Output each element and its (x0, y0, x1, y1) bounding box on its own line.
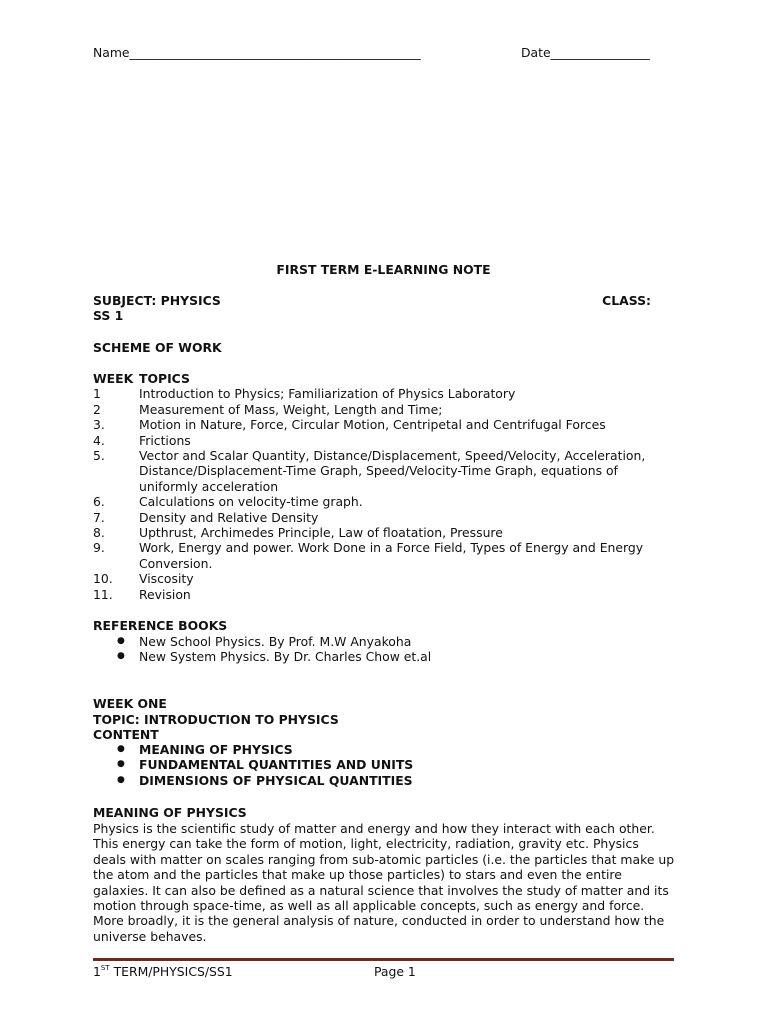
date-field[interactable]: Date________________ (521, 45, 650, 60)
topic-text: Viscosity (139, 571, 194, 587)
name-field[interactable]: Name_______________________________________________ (93, 45, 421, 60)
topic-text: Frictions (139, 432, 191, 448)
topic-week-number: 10. (93, 571, 113, 587)
topic-row (93, 571, 673, 586)
reference-item: ● New System Physics. By Dr. Charles Chow et.al (93, 649, 673, 664)
topic-week-number: 5. (93, 448, 105, 464)
meaning-paragraph: Physics is the scientific study of matter and energy and how they interact with each other. This energy can take the form of motion, light, electricity, radiation, gravity etc. Physics deals with matter on scales ranging from sub-atomic particles (i.e. the particles that make up the atom and the particles that make up those particles) to stars and even the entire galaxies. It can also be defined as a natural science that involves the study of matter and its motion through space-time, as well as all applicable concepts, such as energy and force. More broadly, it is the general analysis of nature, conducted in order to understand how the universe behaves. (93, 821, 675, 944)
header-line (93, 45, 683, 60)
topic-text: Vector and Scalar Quantity, Distance/Displacement, Speed/Velocity, Acceleration, Distance/Displacement-Time Graph, Speed/Velocity-Time Graph, equations of uniformly acceleration (139, 448, 646, 494)
topic-week-number: 8. (93, 525, 105, 541)
footer-term: 1ST TERM/PHYSICS/SS1 (93, 964, 233, 979)
topic-row (93, 402, 673, 417)
topic-week-number: 7. (93, 509, 105, 525)
subject-label: SUBJECT: PHYSICS (93, 293, 221, 308)
topic-text: Measurement of Mass, Weight, Length and Time; (139, 401, 443, 417)
class-value: SS 1 (93, 308, 124, 324)
topic-row (93, 510, 673, 525)
topic-week-number: 3. (93, 417, 105, 433)
week-column-header: WEEK (93, 371, 134, 386)
reference-list (93, 634, 673, 665)
topic-row (93, 494, 673, 509)
topic-text: Calculations on velocity-time graph. (139, 494, 363, 510)
scheme-heading: SCHEME OF WORK (93, 340, 222, 355)
footer-rule (93, 958, 674, 961)
topic-text: Motion in Nature, Force, Circular Motion, Centripetal and Centrifugal Forces (139, 417, 606, 433)
topic-row (93, 587, 673, 602)
class-label: CLASS: (602, 293, 651, 308)
reference-item: ● New School Physics. By Prof. M.W Anyakoha (93, 634, 673, 649)
topic-text: Density and Relative Density (139, 509, 319, 525)
content-item: ● FUNDAMENTAL QUANTITIES AND UNITS (93, 757, 673, 772)
topic-row (93, 386, 673, 401)
content-item: ● DIMENSIONS OF PHYSICAL QUANTITIES (93, 773, 673, 788)
document-title: FIRST TERM E-LEARNING NOTE (276, 262, 491, 277)
content-list (93, 742, 673, 788)
subject-row (93, 293, 651, 324)
topic-text: Upthrust, Archimedes Principle, Law of floatation, Pressure (139, 525, 503, 541)
page-footer (93, 964, 674, 979)
week-one-heading: WEEK ONE (93, 696, 167, 711)
topic-week-number: 11. (93, 586, 113, 602)
topic-text: Introduction to Physics; Familiarization of Physics Laboratory (139, 386, 516, 402)
topic-week-number: 2 (93, 401, 101, 417)
topic-text: Revision (139, 586, 191, 602)
meaning-heading: MEANING OF PHYSICS (93, 805, 247, 820)
content-heading: CONTENT (93, 727, 159, 742)
topics-table (93, 371, 673, 602)
topic-row (93, 525, 673, 540)
topic-text: Work, Energy and power. Work Done in a Force Field, Types of Energy and Energy Conversion. (139, 540, 644, 571)
topic-line: TOPIC: INTRODUCTION TO PHYSICS (93, 712, 339, 727)
topic-row (93, 417, 673, 432)
topics-header (93, 371, 673, 386)
topic-row (93, 433, 673, 448)
page-number: Page 1 (374, 964, 416, 979)
topic-week-number: 4. (93, 432, 105, 448)
reference-heading: REFERENCE BOOKS (93, 618, 228, 633)
topic-week-number: 6. (93, 494, 105, 510)
topics-column-header: TOPICS (139, 371, 190, 386)
topic-row (93, 448, 673, 494)
topic-row (93, 540, 673, 571)
topics-list (93, 386, 673, 602)
topic-week-number: 1 (93, 386, 101, 402)
content-item: ● MEANING OF PHYSICS (93, 742, 673, 757)
topic-week-number: 9. (93, 540, 105, 556)
